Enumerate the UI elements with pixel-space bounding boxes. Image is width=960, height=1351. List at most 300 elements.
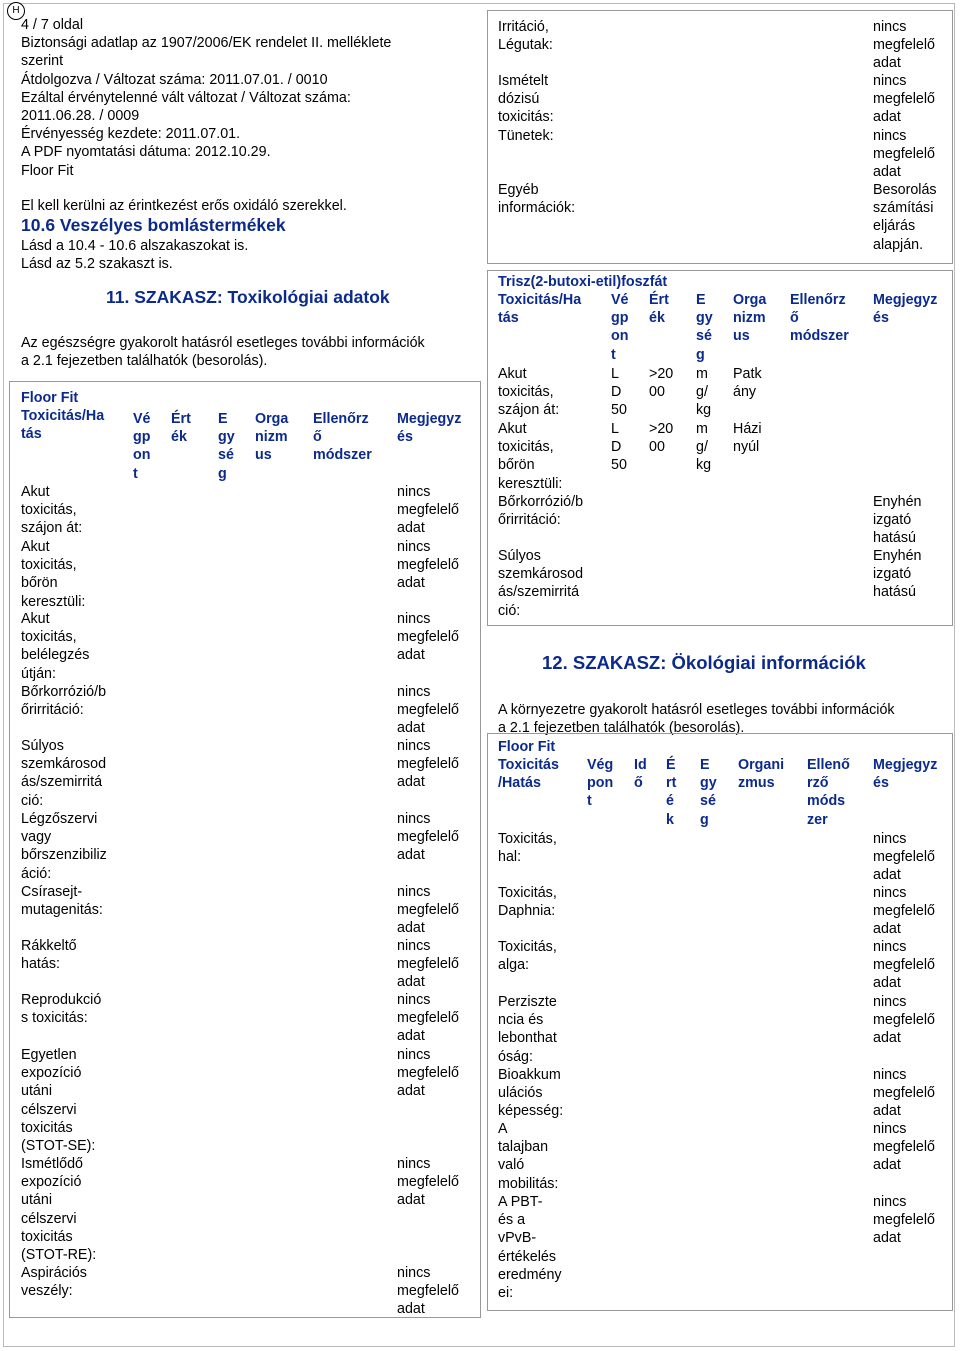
label-line: célszervi — [21, 1210, 77, 1227]
s12-product: Floor Fit — [498, 739, 556, 755]
note-line: nincs — [873, 1194, 907, 1210]
note-line: adat — [873, 1103, 901, 1120]
hdr-line: és — [873, 310, 889, 327]
label-line: ncia és — [498, 1012, 544, 1029]
hdr-line: Megjegyz — [873, 757, 938, 773]
intro-line: A környezetre gyakorolt hatásról esetleges további információk — [498, 702, 895, 718]
row-value — [649, 365, 673, 401]
label-line: Csírasejt- — [21, 884, 83, 900]
note-line: adat — [873, 164, 901, 181]
note-line: adat — [397, 847, 425, 864]
hdr-line: Vé — [133, 411, 151, 427]
note-line: nincs — [873, 19, 907, 35]
hdr-line: Vé — [611, 292, 629, 308]
label-line: vagy — [21, 829, 52, 846]
cell-line: g/ — [696, 439, 708, 456]
label-line: Irritáció, — [498, 19, 549, 35]
note-line: megfelelő — [873, 146, 935, 163]
col-header-time — [634, 756, 647, 792]
hdr-line: Id — [634, 757, 647, 773]
row-label — [498, 493, 583, 529]
label-line: keresztüli: — [498, 475, 563, 492]
note-line: nincs — [397, 1047, 431, 1063]
s12-intro — [498, 701, 895, 737]
cell-line: D — [611, 384, 622, 401]
note-line: nincs — [397, 539, 431, 555]
header-line: Ezáltal érvénytelenné vált változat / Változat száma: — [21, 89, 351, 106]
col-header-remark — [873, 756, 937, 792]
col-header-unit — [696, 291, 713, 364]
label-line: toxicitás, — [21, 557, 77, 574]
hdr-line: sé — [696, 328, 712, 345]
row-note — [873, 547, 922, 602]
note-line: megfelelő — [873, 37, 935, 54]
cell-line: kg — [696, 402, 712, 419]
col-header-endpoint — [587, 756, 613, 811]
note-line: adat — [397, 1028, 425, 1045]
cell-line: kg — [696, 457, 712, 474]
label-line: Toxicitás, — [498, 885, 557, 901]
row-organism — [733, 420, 762, 456]
note-line: nincs — [873, 939, 907, 955]
label-line: célszervi — [21, 1101, 77, 1118]
hdr-line: Toxicitás/Ha — [21, 408, 105, 424]
note-line: nincs — [873, 128, 907, 144]
note-line: megfelelő — [873, 1139, 935, 1156]
s10-text: El kell kerülni az érintkezést erős oxidáló szerekkel. — [21, 198, 347, 214]
note-line: adat — [397, 974, 425, 991]
row-label — [21, 937, 77, 973]
s11-product: Floor Fit — [21, 390, 79, 406]
label-line: bőrön — [21, 575, 58, 592]
cell-line: ány — [733, 384, 757, 401]
hdr-line: on — [611, 328, 629, 345]
note-line: számítási — [873, 200, 934, 217]
label-line: Akut — [498, 421, 527, 437]
hdr-line: Ellenő — [807, 757, 850, 773]
col-header-remark — [397, 410, 461, 446]
note-line: megfelelő — [397, 557, 459, 574]
label-line: utáni — [21, 1083, 53, 1100]
label-line: Rákkeltő — [21, 938, 77, 954]
row-note — [397, 610, 459, 665]
cell-line: 00 — [649, 384, 665, 401]
col-header-remark — [873, 291, 937, 327]
row-note — [873, 1193, 935, 1248]
header-line: Érvényesség kezdete: 2011.07.01. — [21, 126, 241, 143]
hdr-line: ő — [313, 429, 322, 446]
h-logo-icon: H — [7, 2, 25, 20]
s11-heading: 11. SZAKASZ: Toxikológiai adatok — [106, 287, 390, 307]
label-line: Súlyos — [21, 738, 64, 754]
label-line: Bőrkorrózió/b — [21, 684, 107, 700]
document-header — [21, 16, 391, 180]
label-line: útján: — [21, 665, 56, 682]
hdr-line: é — [666, 793, 674, 810]
row-note — [397, 883, 459, 938]
header-line: Biztonsági adatlap az 1907/2006/EK rendelet II. melléklete — [21, 35, 392, 52]
label-line: értékelés — [498, 1248, 557, 1265]
note-line: megfelelő — [873, 957, 935, 974]
header-line: Floor Fit — [21, 162, 74, 179]
label-line: expozíció — [21, 1065, 82, 1082]
note-line: Enyhén — [873, 494, 922, 510]
label-line: toxicitás: — [498, 109, 554, 126]
row-value — [649, 420, 673, 456]
hdr-line: gy — [218, 429, 235, 446]
label-line: ció: — [21, 792, 44, 809]
row-note — [873, 181, 937, 254]
hdr-line: tás — [498, 310, 519, 327]
note-line: megfelelő — [873, 1012, 935, 1029]
note-line: nincs — [397, 1265, 431, 1281]
hdr-line: zer — [807, 811, 828, 828]
label-line: s toxicitás: — [21, 1010, 88, 1027]
hdr-line: rt — [666, 775, 677, 792]
cell-line: 00 — [649, 439, 665, 456]
label-line: Akut — [498, 366, 527, 382]
label-line: Légutak: — [498, 37, 553, 54]
note-line: adat — [873, 109, 901, 126]
hdr-line: Megjegyz — [397, 411, 462, 427]
cell-line: nyúl — [733, 439, 760, 456]
cell-line: L — [611, 366, 619, 382]
label-line: Tünetek: — [498, 128, 554, 144]
label-line: szájon át: — [498, 402, 560, 419]
note-line: hatású — [873, 530, 916, 547]
label-line: toxicitás, — [21, 629, 77, 646]
label-line: ás/szemirritá — [21, 774, 103, 791]
note-line: megfelelő — [397, 1283, 459, 1300]
row-note — [397, 1046, 459, 1101]
label-line: Aspirációs — [21, 1265, 87, 1281]
hdr-line: nizm — [733, 310, 766, 327]
label-line: eredmény — [498, 1266, 562, 1283]
cell-line: >20 — [649, 366, 674, 382]
hdr-line: pon — [587, 775, 614, 792]
hdr-line: g — [696, 346, 705, 363]
label-line: mobilitás: — [498, 1175, 559, 1192]
hdr-line: móds — [807, 793, 846, 810]
note-line: eljárás — [873, 218, 916, 235]
intro-line: Az egészségre gyakorolt hatásról esetleges további információk — [21, 335, 425, 351]
row-label — [21, 683, 106, 719]
hdr-line: Megjegyz — [873, 292, 938, 308]
note-line: megfelelő — [397, 756, 459, 773]
note-line: megfelelő — [873, 91, 935, 108]
label-line: (STOT-SE): — [21, 1138, 96, 1155]
note-line: Enyhén — [873, 548, 922, 564]
hdr-line: és — [873, 775, 889, 792]
cell-line: m — [696, 421, 708, 437]
col-header-value — [171, 410, 191, 446]
row-label — [498, 127, 554, 145]
hdr-line: ék — [649, 310, 665, 327]
label-line: toxicitás, — [21, 502, 77, 519]
label-line: Akut — [21, 484, 50, 500]
hdr-line: módszer — [313, 447, 372, 464]
s11-intro — [21, 334, 425, 370]
s10-heading: 10.6 Veszélyes bomlástermékek — [21, 215, 286, 235]
note-line: megfelelő — [397, 829, 459, 846]
note-line: nincs — [873, 1121, 907, 1137]
cell-line: D — [611, 439, 622, 456]
hdr-line: módszer — [790, 328, 849, 345]
note-line: hatású — [873, 584, 916, 601]
note-line: izgató — [873, 566, 912, 583]
label-line: Bioakkum — [498, 1067, 561, 1083]
cell-line: Patk — [733, 366, 762, 382]
label-line: Toxicitás, — [498, 831, 557, 847]
row-label — [498, 884, 557, 920]
hdr-line: gp — [611, 310, 629, 327]
note-line: nincs — [397, 611, 431, 627]
note-line: adat — [397, 520, 425, 537]
label-line: toxicitás, — [498, 384, 554, 401]
row-label — [498, 1193, 562, 1302]
label-line: őrirritáció: — [21, 702, 84, 719]
hdr-line: Vég — [587, 757, 614, 773]
note-line: adat — [397, 774, 425, 791]
note-line: Besorolás — [873, 182, 937, 198]
label-line: Akut — [21, 539, 50, 555]
label-line: alga: — [498, 957, 530, 974]
header-line: szerint — [21, 53, 64, 70]
row-endpoint — [611, 365, 627, 420]
note-line: adat — [873, 921, 901, 938]
col-header-method — [313, 410, 372, 465]
hdr-line: gy — [696, 310, 713, 327]
label-line: ció: — [498, 602, 521, 619]
hdr-line: Toxicitás — [498, 757, 559, 773]
cell-line: m — [696, 366, 708, 382]
label-line: áció: — [21, 865, 52, 882]
row-label — [21, 737, 106, 810]
label-line: talajban — [498, 1139, 549, 1156]
hdr-line: E — [700, 757, 710, 773]
hdr-line: Toxicitás/Ha — [498, 292, 582, 308]
col-header-value — [666, 756, 676, 829]
row-note — [873, 830, 935, 885]
header-line: A PDF nyomtatási dátuma: 2012.10.29. — [21, 144, 271, 161]
col-header-endpoint — [133, 410, 151, 483]
note-line: adat — [873, 1157, 901, 1174]
label-line: (STOT-RE): — [21, 1247, 97, 1264]
hdr-line: us — [255, 447, 272, 464]
row-note — [397, 1155, 459, 1210]
note-line: adat — [873, 867, 901, 884]
note-line: adat — [873, 55, 901, 72]
header-line: 2011.06.28. / 0009 — [21, 108, 140, 125]
label-line: utáni — [21, 1192, 53, 1209]
note-line: megfelelő — [873, 1085, 935, 1102]
label-line: A PBT- — [498, 1194, 543, 1210]
label-line: dózisú — [498, 91, 540, 108]
row-unit — [696, 365, 711, 420]
intro-line: a 2.1 fejezetben találhatók (besorolás). — [498, 720, 745, 737]
row-label — [21, 610, 89, 683]
col-header-value — [649, 291, 669, 327]
hdr-line: Organi — [738, 757, 785, 773]
col-header-organism — [738, 756, 784, 792]
hdr-line: Ellenőrz — [313, 411, 369, 427]
note-line: adat — [873, 1030, 901, 1047]
hdr-line: gy — [700, 775, 717, 792]
label-line: expozíció — [21, 1174, 82, 1191]
label-line: Toxicitás, — [498, 939, 557, 955]
row-note — [873, 993, 935, 1048]
cell-line: g/ — [696, 384, 708, 401]
note-line: megfelelő — [397, 1174, 459, 1191]
row-label — [21, 991, 101, 1027]
cell-line: 50 — [611, 457, 627, 474]
note-line: nincs — [397, 811, 431, 827]
header-line: 4 / 7 oldal — [21, 17, 83, 33]
col-header-toxicity — [498, 291, 581, 327]
hdr-line: g — [700, 811, 709, 828]
note-line: megfelelő — [873, 903, 935, 920]
label-line: toxicitás — [21, 1119, 73, 1136]
label-line: óság: — [498, 1048, 533, 1065]
note-line: adat — [397, 920, 425, 937]
label-line: szemkárosod — [21, 756, 107, 773]
note-line: alapján. — [873, 236, 924, 253]
hdr-line: tás — [21, 426, 42, 443]
row-label — [498, 365, 559, 420]
row-label — [498, 547, 583, 620]
header-line: Átdolgozva / Változat száma: 2011.07.01. / 0010 — [21, 71, 328, 88]
hdr-line: ő — [790, 310, 799, 327]
intro-line: a 2.1 fejezetben találhatók (besorolás). — [21, 353, 268, 370]
note-line: nincs — [397, 484, 431, 500]
row-label — [498, 1120, 558, 1193]
row-label — [498, 993, 557, 1066]
row-note — [397, 538, 459, 593]
row-note — [397, 991, 459, 1046]
label-line: bőrszenzibiliz — [21, 847, 107, 864]
hdr-line: on — [133, 447, 151, 464]
label-line: Súlyos — [498, 548, 541, 564]
label-line: hal: — [498, 849, 522, 866]
hdr-line: gp — [133, 429, 151, 446]
label-line: ás/szemirritá — [498, 584, 580, 601]
hdr-line: t — [133, 465, 138, 482]
label-line: szájon át: — [21, 520, 83, 537]
label-line: őrirritáció: — [498, 512, 561, 529]
note-line: adat — [397, 720, 425, 737]
hdr-line: us — [733, 328, 750, 345]
col-header-unit — [700, 756, 717, 829]
note-line: nincs — [873, 994, 907, 1010]
col-header-unit — [218, 410, 235, 483]
note-line: izgató — [873, 512, 912, 529]
note-line: nincs — [397, 684, 431, 700]
label-line: információk: — [498, 200, 576, 217]
hdr-line: Orga — [733, 292, 767, 308]
label-line: és a — [498, 1212, 526, 1229]
row-note — [397, 810, 459, 865]
note-line: nincs — [397, 938, 431, 954]
label-line: hatás: — [21, 956, 60, 973]
note-line: adat — [873, 1230, 901, 1247]
hdr-line: k — [666, 811, 674, 828]
note-line: megfelelő — [397, 902, 459, 919]
tris-title: Trisz(2-butoxi-etil)foszfát — [498, 274, 668, 290]
note-line: adat — [397, 647, 425, 664]
hdr-line: és — [397, 429, 413, 446]
note-line: nincs — [873, 1067, 907, 1083]
row-organism — [733, 365, 762, 401]
row-label — [498, 938, 557, 974]
row-note — [873, 938, 935, 993]
hdr-line: t — [611, 346, 616, 363]
note-line: adat — [397, 575, 425, 592]
hdr-line: rző — [807, 775, 829, 792]
label-line: ulációs — [498, 1085, 543, 1102]
row-note — [397, 937, 459, 992]
note-line: nincs — [397, 884, 431, 900]
row-label — [498, 1066, 563, 1121]
note-line: nincs — [873, 885, 907, 901]
label-line: Perziszte — [498, 994, 557, 1010]
label-line: Daphnia: — [498, 903, 556, 920]
cell-line: L — [611, 421, 619, 437]
row-label — [21, 1264, 87, 1300]
label-line: ei: — [498, 1285, 514, 1302]
note-line: adat — [397, 1083, 425, 1100]
hdr-line: Ért — [171, 411, 191, 427]
label-line: Bőrkorrózió/b — [498, 494, 584, 510]
note-line: megfelelő — [397, 956, 459, 973]
hdr-line: ék — [171, 429, 187, 446]
hdr-line: Ért — [649, 292, 669, 308]
row-note — [873, 884, 935, 939]
row-label — [21, 1046, 95, 1155]
hdr-line: E — [218, 411, 228, 427]
note-line: adat — [397, 1192, 425, 1209]
note-line: megfelelő — [397, 702, 459, 719]
label-line: lebonthat — [498, 1030, 557, 1047]
note-line: nincs — [873, 831, 907, 847]
label-line: mutagenitás: — [21, 902, 103, 919]
label-line: Akut — [21, 611, 50, 627]
col-header-toxicity — [21, 407, 104, 443]
hdr-line: zmus — [738, 775, 775, 792]
row-note — [397, 483, 459, 538]
hdr-line: g — [218, 465, 227, 482]
row-unit — [696, 420, 711, 475]
col-header-organism — [733, 291, 766, 346]
label-line: Ismételt — [498, 73, 549, 89]
hdr-line: nizm — [255, 429, 288, 446]
note-line: nincs — [397, 738, 431, 754]
hdr-line: ő — [634, 775, 643, 792]
row-endpoint — [611, 420, 627, 475]
col-header-method — [807, 756, 850, 829]
label-line: bőrön — [498, 457, 535, 474]
note-line: nincs — [397, 1156, 431, 1172]
s10-text: Lásd az 5.2 szakaszt is. — [21, 256, 173, 272]
row-label — [498, 72, 554, 127]
note-line: nincs — [873, 73, 907, 89]
row-note — [873, 127, 935, 182]
cell-line: Házi — [733, 421, 762, 437]
label-line: belélegzés — [21, 647, 90, 664]
hdr-line: É — [666, 757, 676, 773]
row-label — [21, 810, 107, 883]
note-line: megfelelő — [397, 629, 459, 646]
s10-text: Lásd a 10.4 - 10.6 alszakaszokat is. — [21, 238, 249, 254]
